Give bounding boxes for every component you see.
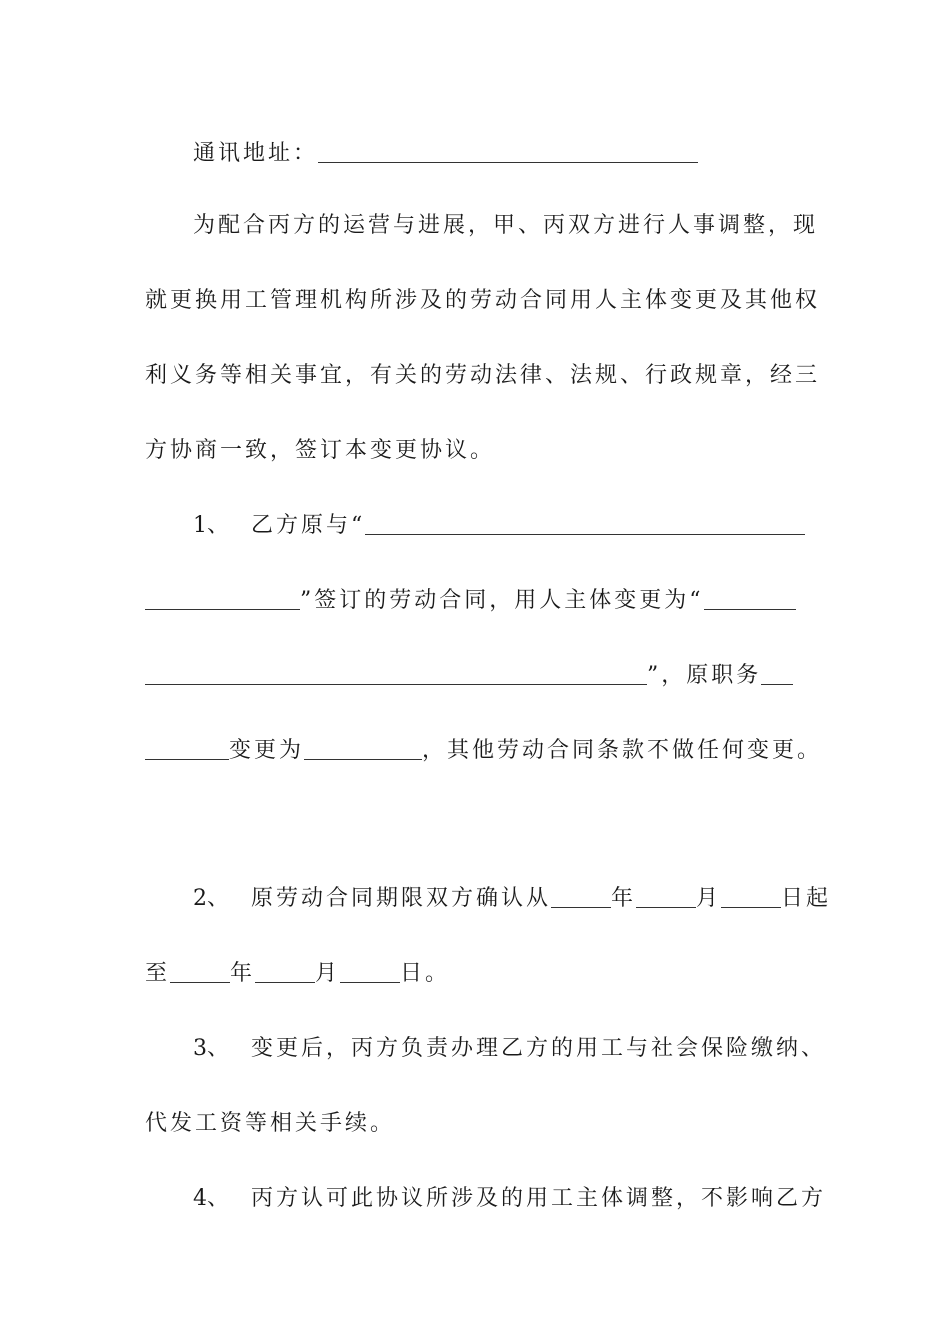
clause2-day-end-label: 日。 bbox=[400, 961, 451, 986]
intro-line-4: 方协商一致，签订本变更协议。 bbox=[145, 438, 496, 463]
clause2-day-from-label: 日起 bbox=[781, 886, 832, 911]
clause1-number: 1、 bbox=[193, 513, 229, 538]
clause2-blank-day-from bbox=[721, 887, 781, 908]
clause1-text-2: ”签订的劳动合同，用人主体变更为“ bbox=[300, 588, 704, 613]
clause4-line-1 bbox=[193, 1184, 827, 1214]
intro-line-1: 为配合丙方的运营与进展，甲、丙双方进行人事调整，现 bbox=[193, 213, 819, 238]
address-blank bbox=[318, 142, 698, 163]
clause1-blank-4 bbox=[145, 664, 647, 685]
clause2-blank-year-to bbox=[170, 962, 230, 983]
clause2-month-label-2: 月 bbox=[315, 961, 341, 986]
clause3-text-1: 变更后，丙方负责办理乙方的用工与社会保险缴纳、 bbox=[251, 1036, 827, 1061]
clause1-blank-3 bbox=[704, 589, 796, 610]
clause2-to-label: 至 bbox=[145, 961, 171, 986]
clause2-year-label-1: 年 bbox=[611, 886, 637, 911]
clause1-blank-2 bbox=[145, 589, 300, 610]
clause3-number: 3、 bbox=[193, 1036, 229, 1061]
clause2-blank-month-to bbox=[255, 962, 315, 983]
clause2-number: 2、 bbox=[193, 886, 229, 911]
intro-line-2: 就更换用工管理机构所涉及的劳动合同用人主体变更及其他权 bbox=[145, 288, 821, 313]
clause3-line-2: 代发工资等相关手续。 bbox=[145, 1111, 396, 1136]
address-label: 通讯地址： bbox=[193, 141, 319, 166]
clause2-blank-month-from bbox=[636, 887, 696, 908]
clause1-blank-6 bbox=[145, 739, 229, 760]
clause1-blank-7 bbox=[304, 739, 422, 760]
clause1-text-3: ”，原职务 bbox=[647, 663, 762, 688]
clause1-text-4b: ，其他劳动合同条款不做任何变更。 bbox=[422, 738, 823, 763]
clause1-text-4a: 变更为 bbox=[229, 738, 305, 763]
clause2-blank-day-to bbox=[340, 962, 400, 983]
clause2-line-1 bbox=[193, 884, 832, 914]
clause1-blank-1 bbox=[365, 514, 805, 535]
clause2-blank-year-from bbox=[551, 887, 611, 908]
clause3-line-1 bbox=[193, 1034, 827, 1064]
clause1-line-2 bbox=[145, 586, 807, 616]
clause1-text-1: 乙方原与“ bbox=[251, 513, 366, 538]
clause4-number: 4、 bbox=[193, 1186, 229, 1211]
clause2-month-label-1: 月 bbox=[696, 886, 722, 911]
intro-line-3: 利义务等相关事宜，有关的劳动法律、法规、行政规章，经三 bbox=[145, 363, 821, 388]
clause2-line-2 bbox=[145, 959, 807, 989]
clause2-text-1: 原劳动合同期限双方确认从 bbox=[251, 886, 552, 911]
clause4-text-1: 丙方认可此协议所涉及的用工主体调整，不影响乙方 bbox=[251, 1186, 827, 1211]
clause1-line-1 bbox=[193, 511, 807, 541]
clause1-line-4 bbox=[145, 736, 823, 766]
address-line bbox=[193, 139, 807, 169]
clause1-blank-5 bbox=[761, 664, 793, 685]
clause1-line-3 bbox=[145, 661, 807, 691]
clause2-year-label-2: 年 bbox=[230, 961, 256, 986]
